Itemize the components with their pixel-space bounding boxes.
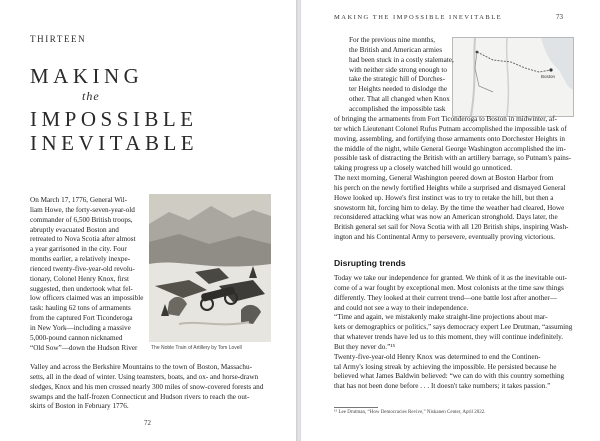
text-line: The next morning, General Washington peered down at Boston Harbor from (334, 174, 554, 183)
text-line: low officers claimed was an impossible (30, 294, 144, 303)
text-line: For the previous nine months, (349, 36, 436, 44)
page-number-left: 72 (144, 419, 151, 427)
text-line: ington and his Continental Army to persevere, eventually proving victorious. (334, 233, 555, 242)
text-line: the British and American armies (349, 45, 443, 54)
left-page (0, 0, 296, 441)
text-line: Valley and across the Berkshire Mountains to the town of Boston, Massachu- (30, 363, 252, 371)
text-line: take the strategic hill of Dorches- (349, 75, 445, 84)
noble-train-painting (149, 194, 271, 342)
text-line: suggested, then undertook what fel- (30, 284, 133, 293)
running-head: MAKING THE IMPOSSIBLE INEVITABLE (334, 14, 503, 21)
chapter-title-the: the (82, 89, 100, 103)
text-line: swamps and the half-frozen Connecticut and Hudson rivers to reach the out- (30, 392, 250, 401)
text-line: a year garrisoned in the city. Four (30, 245, 127, 254)
text-line: sledges, Knox and his men crossed nearly 300 miles of snow-covered forests and (30, 382, 264, 391)
text-line: But they never do.”¹⁵ (334, 342, 395, 351)
chapter-title-impossible: IMPOSSIBLE (30, 107, 198, 131)
text-line: his perch on the newly fortified Heights while a surprised and dismayed General (334, 183, 566, 192)
text-line: Today we take our independence for granted. We think of it as the inevitable out- (334, 274, 567, 282)
text-line: liam Howe, the forty-seven-year-old (30, 205, 135, 214)
text-line: 5,000-pound cannon nicknamed (30, 333, 123, 342)
text-line: tal Army's losing streak by achieving the impossible. He persisted because he (334, 362, 557, 371)
text-line: task: hauling 62 tons of armaments (30, 304, 131, 313)
footnote-divider (334, 407, 378, 408)
text-line: ter Heights needed to dislodge the (349, 85, 448, 94)
route-map (452, 37, 574, 117)
context-paragraph-narrow (349, 36, 454, 115)
chapter-title-making: MAKING (30, 64, 144, 88)
text-line: differently. They looked at their current trend—one battle lost after another— (334, 293, 557, 302)
text-line: with neither side strong enough to (349, 65, 448, 74)
text-line: accomplished the impossible task (349, 104, 446, 113)
text-line: taking progress up a closely watched hill would go unnoticed. (334, 164, 513, 173)
text-line: British general set sail for Nova Scotia with all 120 British ships, inspiring Wash- (334, 223, 569, 232)
text-line: reconsidered attacking what was now an American stronghold. Days later, the (334, 213, 558, 222)
text-line: other. That all changed when Knox (349, 95, 450, 104)
opening-paragraph-full (30, 363, 263, 412)
chapter-title-inevitable: INEVITABLE (30, 131, 199, 155)
text-line: On March 17, 1776, General Wil- (30, 196, 128, 204)
text-line: retreated to Nova Scotia after almost (30, 235, 136, 244)
text-line: “Time and again, we mistakenly make straight-line projections about mar- (334, 313, 548, 322)
text-line: and could not see a way to their independence. (334, 303, 469, 312)
section-subheading: Disrupting trends (334, 258, 406, 268)
text-line: believed what James Baldwin believed: “we can do with this country something (334, 372, 565, 381)
text-line: ter which Lieutenant Colonel Rufus Putnam accomplished the impossible task of (334, 124, 567, 133)
chapter-number: THIRTEEN (30, 34, 87, 44)
text-line: commander of 6,500 British troops, (30, 215, 133, 224)
disrupting-trends-section (334, 274, 572, 392)
text-line: rienced twenty-five-year-old revolu- (30, 264, 135, 273)
text-line: months earlier, a relatively inexpe- (30, 255, 131, 264)
text-line: snowstorm hit, forcing him to delay. By the time the weather had cleared, Howe (334, 203, 565, 212)
text-line: kets or demographics or politics,” says democracy expert Lee Drutman, “assuming (334, 323, 573, 332)
text-line: setts, all in the dead of winter. Using teamsters, boats, and ox- and horse-drawn (30, 372, 259, 381)
opening-paragraph-column (30, 196, 143, 354)
text-line: Howe looked up. Howe's first instinct was to try to retake the hill, but then a (334, 193, 554, 202)
context-paragraph-full (334, 115, 571, 243)
text-line: of bringing the armaments from Fort Ticonderoga to Boston in midwinter, af- (334, 115, 557, 123)
text-line: that whatever trends have led us to this moment, they will continue indefinitely. (334, 333, 564, 342)
text-line: skirts of Boston in February 1776. (30, 402, 129, 411)
page-number-right: 73 (556, 13, 563, 21)
right-page (301, 0, 600, 441)
text-line: abruptly evacuated Boston and (30, 225, 119, 234)
text-line: that has not been done before . . . It doesn't take numbers; it takes passion.” (334, 382, 551, 391)
map-label-boston: Boston (541, 74, 556, 79)
text-line: Twenty-five-year-old Henry Knox was determined to end the Continen- (334, 352, 541, 361)
text-line: in New York—including a massive (30, 323, 131, 332)
text-line: “Old Sow”—down the Hudson River (30, 343, 138, 352)
text-line: come of a war fought by exceptional men. Most colonists at the time saw things (334, 283, 564, 292)
text-line: possible task of distracting the British with an artillery barrage, so Putnam's pains- (334, 154, 572, 163)
text-line: the middle of the night, while General George Washington accomplished the im- (334, 144, 566, 153)
text-line: tionary, Colonel Henry Knox, first (30, 274, 129, 283)
text-line: from the captured Fort Ticonderoga (30, 314, 133, 323)
footnote: ¹⁵ Lee Drutman, “How Democracies Revive,” Niskanen Center, April 2022. (334, 410, 486, 415)
painting-caption: The Noble Train of Artillery by Tom Lovell (151, 345, 242, 351)
text-line: had been stuck in a costly stalemate, (349, 55, 454, 64)
text-line: moving, assembling, and fortifying those armaments onto Dorchester Heights in (334, 134, 565, 143)
